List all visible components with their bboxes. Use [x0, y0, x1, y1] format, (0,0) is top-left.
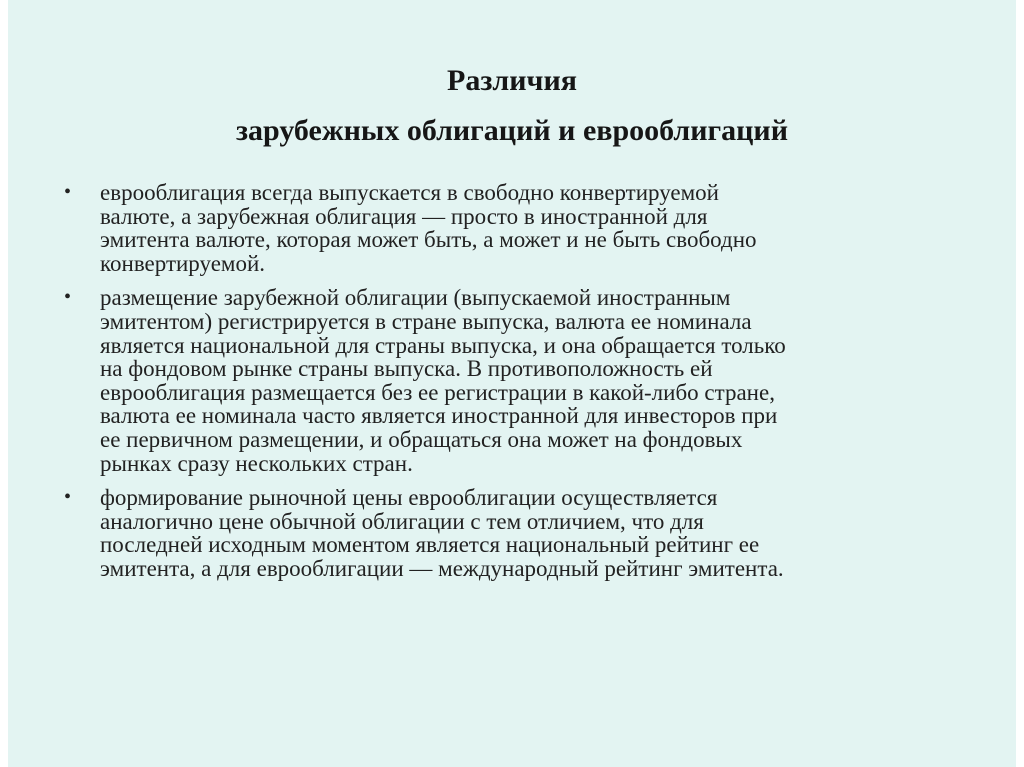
bullet-text-line: валюте, а зарубежная облигация — просто в иностранной для: [100, 203, 708, 229]
bullet-text-line: формирование рыночной цены еврооблигации осуществляется: [100, 485, 718, 511]
bullet-item-3: [64, 486, 984, 580]
bullet-icon: •: [64, 181, 72, 203]
bullet-text-line: еврооблигация всегда выпускается в свободно конвертируемой: [100, 180, 719, 205]
bullet-icon: •: [64, 286, 72, 309]
bullet-text-line: рынках сразу нескольких стран.: [100, 450, 413, 476]
bullet-text-line: валюта ее номинала часто является иностранной для инвесторов при: [100, 403, 778, 429]
bullet-text-line: является национальной для страны выпуска, и она обращается только: [100, 332, 786, 358]
bullet-text-line: ее первичном размещении, и обращаться она может на фондовых: [100, 426, 743, 452]
bullet-item-1: [64, 181, 984, 275]
bullet-text-line: эмитента валюте, которая может быть, а может и не быть свободно: [100, 227, 757, 253]
slide-title: [8, 56, 1016, 156]
bullet-text-line: конвертируемой.: [100, 250, 266, 276]
bullet-item-2: [64, 286, 984, 475]
bullet-icon: •: [64, 486, 72, 509]
title-line-2: зарубежных облигаций и еврооблигаций: [235, 114, 788, 147]
bullet-text-line: на фондовом рынке страны выпуска. В противоположность ей: [100, 356, 713, 382]
bullet-list: [64, 181, 984, 592]
title-line-1: Различия: [447, 64, 577, 97]
bullet-text-line: эмитентом) регистрируется в стране выпуска, валюта ее номинала: [100, 308, 752, 334]
bullet-text-line: аналогично цене обычной облигации с тем отличием, что для: [100, 508, 704, 534]
bullet-text-line: эмитента, а для еврооблигации — международный рейтинг эмитента.: [100, 555, 784, 581]
bullet-text-line: последней исходным моментом является национальный рейтинг ее: [100, 532, 760, 558]
slide: [8, 0, 1016, 767]
bullet-text-line: размещение зарубежной облигации (выпускаемой иностранным: [100, 285, 731, 311]
bullet-text-line: еврооблигация размещается без ее регистрации в какой-либо стране,: [100, 379, 775, 405]
